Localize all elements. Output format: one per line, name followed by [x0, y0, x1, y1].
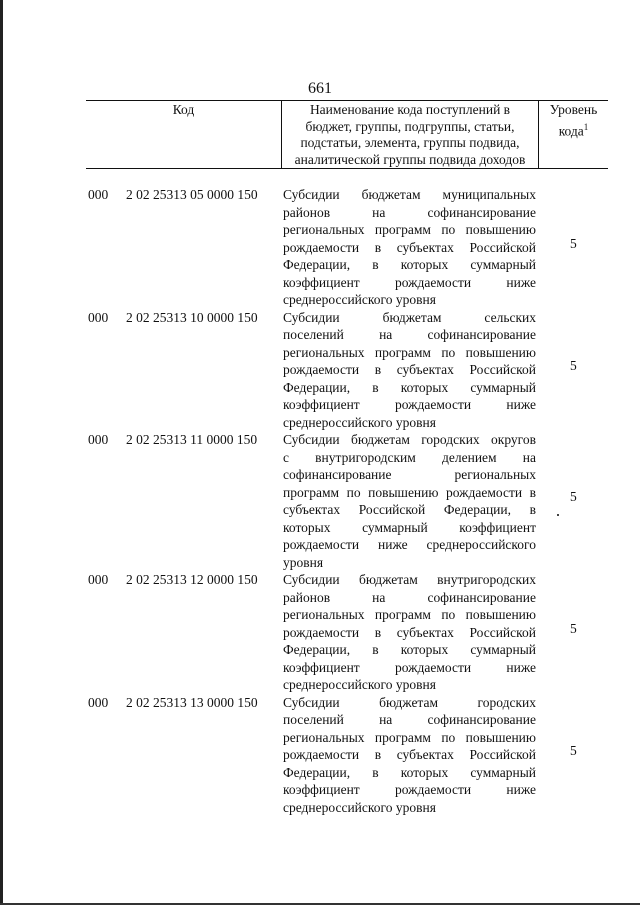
header-name-line: бюджет, группы, подгруппы, статьи, — [305, 118, 515, 134]
revenue-name-line: Субсидии бюджетам муниципальных — [283, 187, 536, 202]
code-level: 5 — [570, 358, 577, 373]
revenue-name-line: региональных программ по повышению — [283, 344, 536, 360]
revenue-name-line: софинансирование региональных — [283, 467, 536, 482]
header-level-text: кода — [558, 123, 584, 139]
header-name-line: Наименование кода поступлений в — [309, 102, 511, 117]
header-name — [281, 101, 538, 168]
revenue-name-line: региональных программ по повышению — [283, 222, 536, 237]
revenue-name-line: рождаемости в субъектах Российской — [283, 362, 536, 377]
code-level: 5 — [570, 743, 577, 758]
revenue-name-line: среднероссийского уровня — [283, 799, 436, 815]
revenue-name — [283, 186, 536, 309]
header-level-line: Уровень — [549, 102, 598, 117]
revenue-name-line: которых суммарный коэффициент — [283, 519, 536, 535]
revenue-name-line: коэффициент рождаемости ниже — [283, 782, 536, 797]
table-row — [0, 309, 640, 432]
table-row — [0, 431, 640, 571]
scan-speck — [557, 514, 559, 516]
code-level: 5 — [570, 235, 577, 251]
revenue-name-line: рождаемости ниже среднероссийского — [283, 537, 536, 552]
revenue-name — [283, 694, 536, 817]
revenue-code: 2 02 25313 13 0000 150 — [126, 694, 258, 710]
revenue-name-line: региональных программ по повышению — [283, 729, 536, 745]
admin-code: 000 — [88, 694, 109, 710]
revenue-name-line: коэффициент рождаемости ниже — [283, 274, 536, 290]
revenue-name — [283, 309, 536, 432]
table-header — [86, 100, 608, 169]
admin-code: 000 — [88, 309, 109, 325]
footnote-marker: 1 — [583, 121, 589, 132]
table-row — [0, 571, 640, 694]
header-level-line — [539, 119, 608, 140]
revenue-name — [283, 431, 536, 571]
revenue-code: 2 02 25313 05 0000 150 — [126, 187, 258, 202]
header-name-line: подстатьи, элемента, группы подвида, — [300, 135, 520, 151]
revenue-name-line: районов на софинансирование — [283, 589, 536, 605]
revenue-name-line: среднероссийского уровня — [283, 414, 436, 430]
revenue-name-line: Федерации, в которых суммарный — [283, 257, 536, 272]
admin-code: 000 — [88, 572, 109, 587]
revenue-name-line: рождаемости в субъектах Российской — [283, 624, 536, 640]
header-name-line: аналитической группы подвида доходов — [294, 151, 526, 167]
revenue-name-line: Субсидии бюджетам внутригородских — [283, 572, 536, 587]
revenue-name-line: поселений на софинансирование — [283, 327, 536, 342]
table-row — [0, 186, 640, 309]
revenue-name-line: субъектах Российской Федерации, в — [283, 502, 536, 517]
code-level: 5 — [570, 620, 577, 636]
revenue-code: 2 02 25313 10 0000 150 — [126, 309, 258, 325]
revenue-name-line: Федерации, в которых суммарный — [283, 379, 536, 395]
revenue-name-line: рождаемости в субъектах Российской — [283, 747, 536, 762]
revenue-code: 2 02 25313 12 0000 150 — [126, 572, 258, 587]
page-number: 661 — [308, 80, 332, 97]
revenue-name-line: рождаемости в субъектах Российской — [283, 239, 536, 255]
revenue-name-line: региональных программ по повышению — [283, 607, 536, 622]
revenue-name-line: среднероссийского уровня — [283, 292, 436, 307]
table-row — [0, 694, 640, 817]
code-level: 5 — [570, 489, 577, 505]
header-code: Код — [172, 102, 195, 117]
admin-code: 000 — [88, 432, 109, 447]
revenue-name-line: Федерации, в которых суммарный — [283, 642, 536, 657]
header-level — [538, 101, 608, 168]
revenue-name-line: уровня — [283, 554, 324, 570]
revenue-name-line: Субсидии бюджетам городских — [283, 694, 536, 710]
revenue-name-line: с внутригородским делением на — [283, 449, 536, 465]
revenue-name-line: Субсидии бюджетам городских округов — [283, 432, 536, 447]
revenue-code: 2 02 25313 11 0000 150 — [126, 432, 258, 447]
revenue-name-line: коэффициент рождаемости ниже — [283, 659, 536, 675]
revenue-name-line: Федерации, в которых суммарный — [283, 764, 536, 780]
revenue-name-line: программ по повышению рождаемости в — [283, 484, 536, 500]
admin-code: 000 — [88, 187, 109, 202]
revenue-name-line: районов на софинансирование — [283, 204, 536, 220]
table-body — [0, 186, 640, 816]
revenue-name-line: Субсидии бюджетам сельских — [283, 309, 536, 325]
revenue-name-line: среднероссийского уровня — [283, 677, 436, 692]
revenue-name-line: поселений на софинансирование — [283, 712, 536, 727]
revenue-name — [283, 571, 536, 694]
revenue-name-line: коэффициент рождаемости ниже — [283, 397, 536, 412]
